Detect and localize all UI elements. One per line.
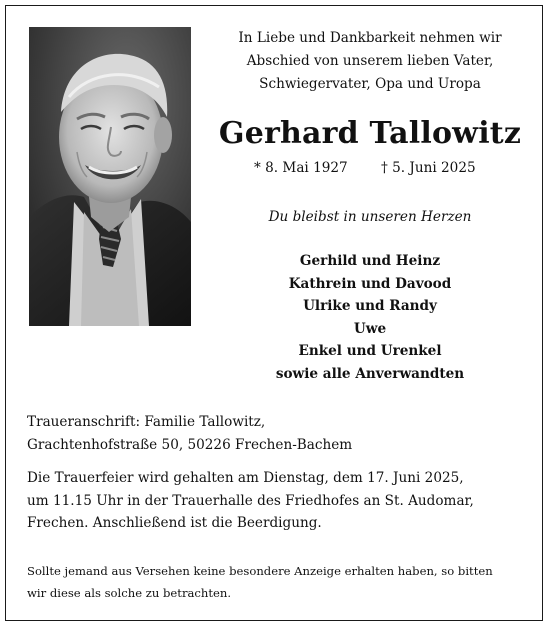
birth-date: * 8. Mai 1927 xyxy=(254,160,348,176)
life-dates xyxy=(208,156,532,180)
ceremony-line: um 11.15 Uhr in der Trauerhalle des Friedhofes an St. Audomar, xyxy=(27,492,474,509)
intro-line: Abschied von unserem lieben Vater, xyxy=(246,53,494,69)
mourner-entry: Gerhild und Heinz xyxy=(299,253,441,269)
ceremony-line: Die Trauerfeier wird gehalten am Dienstag, dem 17. Juni 2025, xyxy=(27,470,464,486)
intro-text xyxy=(208,27,532,96)
address-line: Grachtenhofstraße 50, 50226 Frechen-Bachem xyxy=(27,436,353,453)
intro-line: Schwiegervater, Opa und Uropa xyxy=(259,76,481,92)
closing-note xyxy=(27,560,527,604)
mourner-entry: sowie alle Anverwandten xyxy=(275,365,465,382)
mourning-address xyxy=(27,411,527,456)
funeral-ceremony-info xyxy=(27,467,527,535)
intro-line: In Liebe und Dankbarkeit nehmen wir xyxy=(238,30,502,46)
note-line: Sollte jemand aus Versehen keine besondere Anzeige erhalten haben, so bitten xyxy=(27,564,493,578)
ceremony-line: Frechen. Anschließend ist die Beerdigung. xyxy=(27,515,322,531)
death-date: † 5. Juni 2025 xyxy=(381,160,476,176)
note-line: wir diese als solche zu betrachten. xyxy=(27,586,232,600)
mourner-entry: Enkel und Urenkel xyxy=(298,343,442,360)
motto: Du bleibst in unseren Herzen xyxy=(268,209,472,225)
mourners-list xyxy=(208,250,532,386)
mourner-entry: Uwe xyxy=(353,320,387,337)
portrait-photo xyxy=(29,27,191,326)
mourner-entry: Ulrike und Randy xyxy=(303,298,437,315)
mourner-entry: Kathrein und Davood xyxy=(288,275,452,292)
deceased-name: Gerhard Tallowitz xyxy=(218,116,522,151)
address-line: Traueranschrift: Familie Tallowitz, xyxy=(27,414,266,430)
